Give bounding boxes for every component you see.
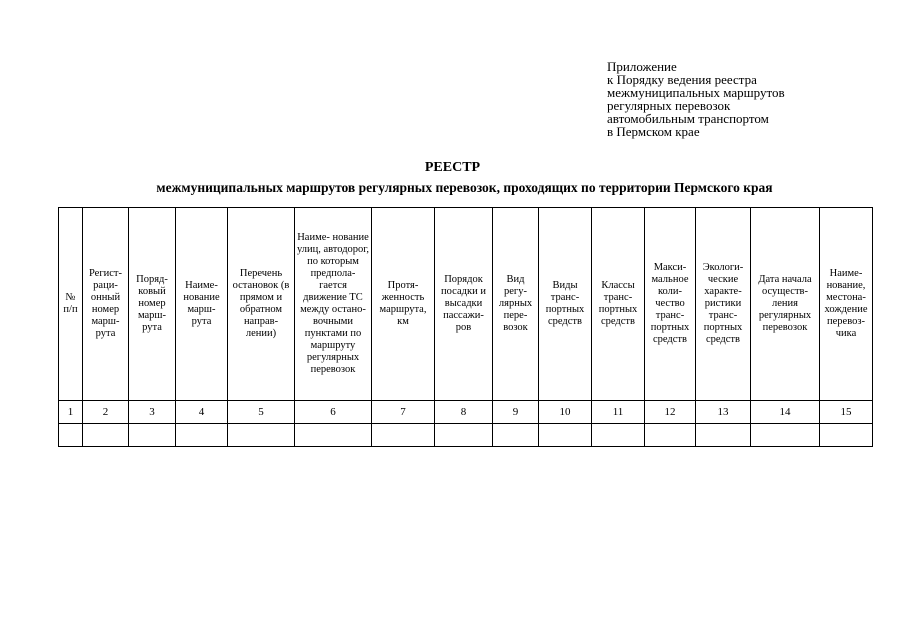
- appendix-line: автомобильным транспортом: [607, 111, 769, 126]
- column-number-cell: 10: [539, 401, 592, 424]
- empty-cell: [696, 424, 751, 447]
- column-number-cell: 4: [176, 401, 228, 424]
- empty-cell: [228, 424, 295, 447]
- header-text: Экологи- ческие характе- ристики транс- портных средств: [702, 262, 744, 345]
- column-number-cell: 11: [592, 401, 645, 424]
- empty-cell: [592, 424, 645, 447]
- appendix-line: межмуниципальных маршрутов: [607, 85, 785, 100]
- empty-cell: [435, 424, 493, 447]
- header-cell: [83, 208, 129, 401]
- empty-cell: [751, 424, 820, 447]
- column-number-cell: 12: [645, 401, 696, 424]
- column-number-cell: 5: [228, 401, 295, 424]
- column-number-cell: 15: [820, 401, 873, 424]
- column-number-row: [59, 401, 873, 424]
- header-cell: [539, 208, 592, 401]
- empty-cell: [493, 424, 539, 447]
- header-text: Наиме- нование марш- рута: [183, 280, 220, 327]
- header-text: Классы транс- портных средств: [598, 280, 638, 327]
- header-text: Протя- женность маршрута, км: [379, 280, 427, 327]
- column-number-cell: 8: [435, 401, 493, 424]
- header-text: Наиме- нование улиц, автодорог, по которым предпола- гается движение ТС между остано- вочными пунктами по маршруту регулярных перевозок: [296, 232, 370, 375]
- header-cell: [493, 208, 539, 401]
- header-text: Виды транс- портных средств: [545, 280, 585, 327]
- appendix-line: регулярных перевозок: [607, 98, 731, 113]
- empty-cell: [645, 424, 696, 447]
- header-cell: [645, 208, 696, 401]
- document-subtitle: межмуниципальных маршрутов регулярных перевозок, проходящих по территории Пермского края: [156, 180, 773, 195]
- appendix-line: к Порядку ведения реестра: [607, 72, 757, 87]
- header-cell: [176, 208, 228, 401]
- column-number-cell: 7: [372, 401, 435, 424]
- header-text: № п/п: [63, 292, 78, 315]
- empty-cell: [129, 424, 176, 447]
- empty-cell: [176, 424, 228, 447]
- header-text: Наиме- нование, местона- хождение перевоз- чика: [824, 268, 868, 339]
- appendix-note: [607, 60, 785, 138]
- header-text: Регист- раци- онный номер марш- рута: [88, 268, 123, 339]
- column-number-cell: 9: [493, 401, 539, 424]
- empty-cell: [83, 424, 129, 447]
- header-cell: [59, 208, 83, 401]
- column-number-cell: 14: [751, 401, 820, 424]
- header-cell: [820, 208, 873, 401]
- header-text: Макси- мальное коли- чество транс- портных средств: [650, 262, 690, 345]
- empty-data-row: [59, 424, 873, 447]
- header-cell: [751, 208, 820, 401]
- empty-cell: [59, 424, 83, 447]
- registry-table: [58, 207, 873, 447]
- appendix-line: в Пермском крае: [607, 124, 700, 139]
- header-text: Перечень остановок (в прямом и обратном направ- лении): [232, 268, 290, 339]
- empty-cell: [295, 424, 372, 447]
- document-title: РЕЕСТР: [424, 160, 481, 175]
- header-text: Дата начала осуществ- ления регулярных перевозок: [758, 274, 812, 333]
- header-text: Порядок посадки и высадки пассажи- ров: [441, 274, 486, 333]
- column-number-cell: 6: [295, 401, 372, 424]
- header-cell: [129, 208, 176, 401]
- empty-cell: [539, 424, 592, 447]
- header-text: Поряд- ковый номер марш- рута: [136, 274, 168, 333]
- header-cell: [435, 208, 493, 401]
- header-text: Вид регу- лярных пере- возок: [498, 274, 533, 333]
- empty-cell: [820, 424, 873, 447]
- header-row: [59, 208, 873, 401]
- header-cell: [592, 208, 645, 401]
- header-cell: [228, 208, 295, 401]
- empty-cell: [372, 424, 435, 447]
- column-number-cell: 13: [696, 401, 751, 424]
- column-number-cell: 1: [59, 401, 83, 424]
- column-number-cell: 3: [129, 401, 176, 424]
- header-cell: [372, 208, 435, 401]
- column-number-cell: 2: [83, 401, 129, 424]
- header-cell: [696, 208, 751, 401]
- header-cell: [295, 208, 372, 401]
- appendix-line: Приложение: [607, 59, 677, 74]
